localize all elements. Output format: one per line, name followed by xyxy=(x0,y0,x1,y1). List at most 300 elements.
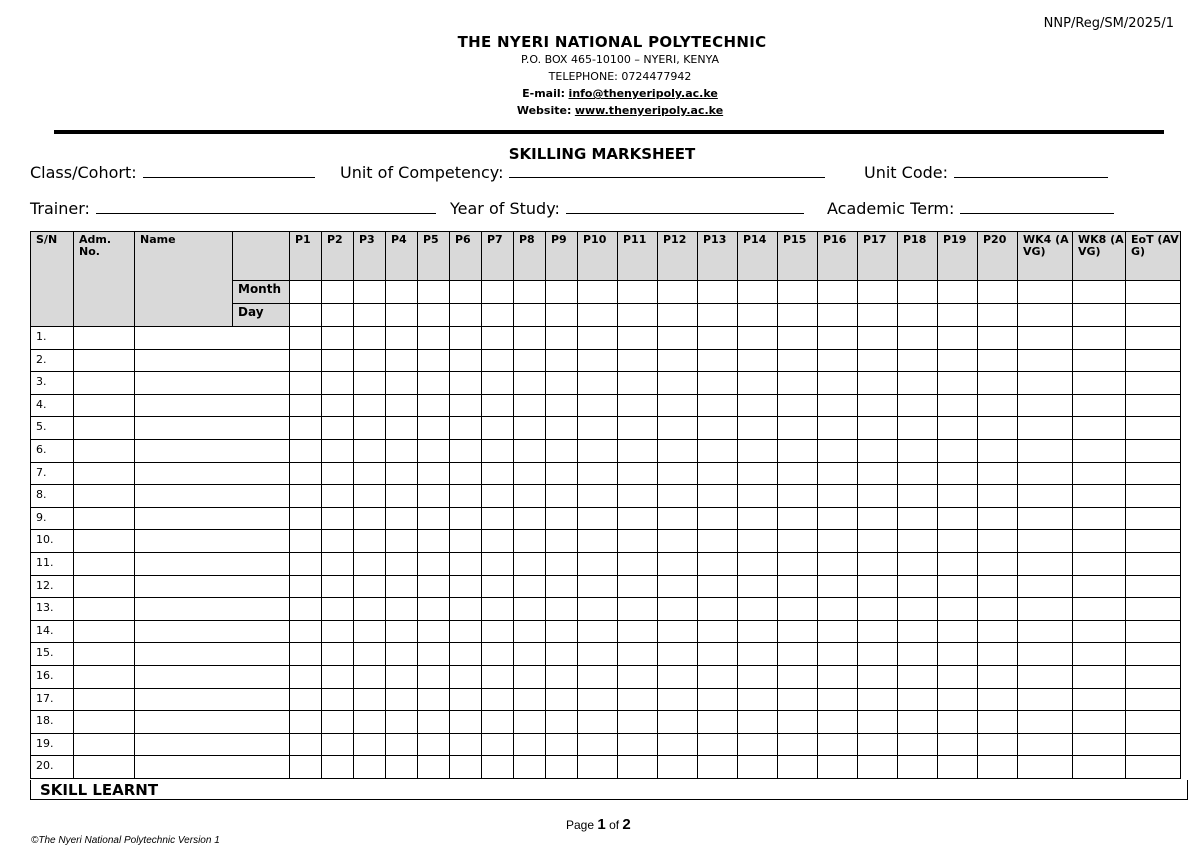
mark-cell[interactable] xyxy=(738,665,778,688)
mark-cell[interactable] xyxy=(738,327,778,350)
mark-cell[interactable] xyxy=(898,756,938,779)
mark-cell[interactable] xyxy=(818,733,858,756)
mark-cell[interactable] xyxy=(978,507,1018,530)
wk8-avg-cell[interactable] xyxy=(1073,507,1126,530)
mark-cell[interactable] xyxy=(290,552,322,575)
wk4-avg-cell[interactable] xyxy=(1018,756,1073,779)
mark-cell[interactable] xyxy=(386,439,418,462)
name-cell[interactable] xyxy=(135,372,290,395)
mark-cell[interactable] xyxy=(698,643,738,666)
mark-cell[interactable] xyxy=(578,507,618,530)
wk8-avg-cell[interactable] xyxy=(1073,711,1126,734)
mark-cell[interactable] xyxy=(698,733,738,756)
day-cell[interactable] xyxy=(1073,304,1126,327)
mark-cell[interactable] xyxy=(978,711,1018,734)
adm-no-cell[interactable] xyxy=(74,439,135,462)
mark-cell[interactable] xyxy=(290,439,322,462)
mark-cell[interactable] xyxy=(778,349,818,372)
mark-cell[interactable] xyxy=(482,756,514,779)
mark-cell[interactable] xyxy=(546,620,578,643)
mark-cell[interactable] xyxy=(978,688,1018,711)
mark-cell[interactable] xyxy=(482,620,514,643)
month-cell[interactable] xyxy=(546,281,578,304)
mark-cell[interactable] xyxy=(778,598,818,621)
mark-cell[interactable] xyxy=(818,327,858,350)
mark-cell[interactable] xyxy=(818,507,858,530)
eot-avg-cell[interactable] xyxy=(1126,643,1181,666)
mark-cell[interactable] xyxy=(858,756,898,779)
mark-cell[interactable] xyxy=(418,394,450,417)
name-cell[interactable] xyxy=(135,530,290,553)
mark-cell[interactable] xyxy=(578,733,618,756)
name-cell[interactable] xyxy=(135,643,290,666)
mark-cell[interactable] xyxy=(290,733,322,756)
mark-cell[interactable] xyxy=(938,439,978,462)
mark-cell[interactable] xyxy=(778,733,818,756)
mark-cell[interactable] xyxy=(618,575,658,598)
name-cell[interactable] xyxy=(135,598,290,621)
mark-cell[interactable] xyxy=(938,530,978,553)
eot-avg-cell[interactable] xyxy=(1126,733,1181,756)
mark-cell[interactable] xyxy=(418,327,450,350)
day-cell[interactable] xyxy=(354,304,386,327)
mark-cell[interactable] xyxy=(658,733,698,756)
mark-cell[interactable] xyxy=(618,688,658,711)
mark-cell[interactable] xyxy=(322,394,354,417)
mark-cell[interactable] xyxy=(618,530,658,553)
mark-cell[interactable] xyxy=(354,530,386,553)
mark-cell[interactable] xyxy=(938,327,978,350)
mark-cell[interactable] xyxy=(898,439,938,462)
mark-cell[interactable] xyxy=(658,530,698,553)
mark-cell[interactable] xyxy=(482,372,514,395)
mark-cell[interactable] xyxy=(698,688,738,711)
mark-cell[interactable] xyxy=(858,485,898,508)
mark-cell[interactable] xyxy=(386,485,418,508)
mark-cell[interactable] xyxy=(418,417,450,440)
mark-cell[interactable] xyxy=(546,552,578,575)
mark-cell[interactable] xyxy=(450,733,482,756)
wk4-avg-cell[interactable] xyxy=(1018,620,1073,643)
mark-cell[interactable] xyxy=(290,665,322,688)
mark-cell[interactable] xyxy=(290,417,322,440)
mark-cell[interactable] xyxy=(698,327,738,350)
day-cell[interactable] xyxy=(578,304,618,327)
mark-cell[interactable] xyxy=(514,756,546,779)
wk8-avg-cell[interactable] xyxy=(1073,462,1126,485)
mark-cell[interactable] xyxy=(658,462,698,485)
mark-cell[interactable] xyxy=(418,665,450,688)
wk4-avg-cell[interactable] xyxy=(1018,530,1073,553)
name-cell[interactable] xyxy=(135,552,290,575)
mark-cell[interactable] xyxy=(354,485,386,508)
eot-avg-cell[interactable] xyxy=(1126,394,1181,417)
mark-cell[interactable] xyxy=(546,643,578,666)
mark-cell[interactable] xyxy=(450,756,482,779)
mark-cell[interactable] xyxy=(738,598,778,621)
mark-cell[interactable] xyxy=(978,327,1018,350)
mark-cell[interactable] xyxy=(386,327,418,350)
mark-cell[interactable] xyxy=(546,756,578,779)
mark-cell[interactable] xyxy=(898,485,938,508)
mark-cell[interactable] xyxy=(778,711,818,734)
name-cell[interactable] xyxy=(135,665,290,688)
mark-cell[interactable] xyxy=(482,665,514,688)
eot-avg-cell[interactable] xyxy=(1126,530,1181,553)
mark-cell[interactable] xyxy=(818,665,858,688)
name-cell[interactable] xyxy=(135,439,290,462)
mark-cell[interactable] xyxy=(482,733,514,756)
mark-cell[interactable] xyxy=(738,643,778,666)
academic-term-blank[interactable] xyxy=(960,198,1114,214)
mark-cell[interactable] xyxy=(898,530,938,553)
mark-cell[interactable] xyxy=(482,552,514,575)
wk4-avg-cell[interactable] xyxy=(1018,733,1073,756)
mark-cell[interactable] xyxy=(618,327,658,350)
mark-cell[interactable] xyxy=(290,598,322,621)
mark-cell[interactable] xyxy=(546,507,578,530)
name-cell[interactable] xyxy=(135,462,290,485)
mark-cell[interactable] xyxy=(546,711,578,734)
mark-cell[interactable] xyxy=(818,530,858,553)
mark-cell[interactable] xyxy=(354,711,386,734)
mark-cell[interactable] xyxy=(738,530,778,553)
name-cell[interactable] xyxy=(135,711,290,734)
mark-cell[interactable] xyxy=(354,688,386,711)
unit-code-blank[interactable] xyxy=(954,162,1108,178)
mark-cell[interactable] xyxy=(698,439,738,462)
mark-cell[interactable] xyxy=(978,485,1018,508)
mark-cell[interactable] xyxy=(322,372,354,395)
adm-no-cell[interactable] xyxy=(74,598,135,621)
mark-cell[interactable] xyxy=(818,485,858,508)
mark-cell[interactable] xyxy=(322,688,354,711)
mark-cell[interactable] xyxy=(450,643,482,666)
mark-cell[interactable] xyxy=(658,756,698,779)
mark-cell[interactable] xyxy=(818,417,858,440)
mark-cell[interactable] xyxy=(698,349,738,372)
trainer-blank[interactable] xyxy=(96,198,436,214)
mark-cell[interactable] xyxy=(698,598,738,621)
mark-cell[interactable] xyxy=(698,620,738,643)
mark-cell[interactable] xyxy=(578,439,618,462)
name-cell[interactable] xyxy=(135,575,290,598)
mark-cell[interactable] xyxy=(386,643,418,666)
mark-cell[interactable] xyxy=(322,462,354,485)
mark-cell[interactable] xyxy=(418,733,450,756)
wk4-avg-cell[interactable] xyxy=(1018,575,1073,598)
mark-cell[interactable] xyxy=(354,394,386,417)
eot-avg-cell[interactable] xyxy=(1126,598,1181,621)
mark-cell[interactable] xyxy=(618,394,658,417)
mark-cell[interactable] xyxy=(418,439,450,462)
mark-cell[interactable] xyxy=(898,688,938,711)
wk8-avg-cell[interactable] xyxy=(1073,733,1126,756)
mark-cell[interactable] xyxy=(618,372,658,395)
mark-cell[interactable] xyxy=(354,439,386,462)
day-cell[interactable] xyxy=(778,304,818,327)
wk4-avg-cell[interactable] xyxy=(1018,327,1073,350)
mark-cell[interactable] xyxy=(738,733,778,756)
mark-cell[interactable] xyxy=(482,643,514,666)
mark-cell[interactable] xyxy=(818,462,858,485)
mark-cell[interactable] xyxy=(698,665,738,688)
mark-cell[interactable] xyxy=(418,756,450,779)
mark-cell[interactable] xyxy=(386,462,418,485)
unit-of-competency-field[interactable] xyxy=(340,162,825,182)
mark-cell[interactable] xyxy=(698,756,738,779)
eot-avg-cell[interactable] xyxy=(1126,552,1181,575)
mark-cell[interactable] xyxy=(938,417,978,440)
mark-cell[interactable] xyxy=(618,756,658,779)
mark-cell[interactable] xyxy=(858,507,898,530)
mark-cell[interactable] xyxy=(818,598,858,621)
mark-cell[interactable] xyxy=(738,349,778,372)
email-link[interactable]: info@thenyeripoly.ac.ke xyxy=(568,87,718,100)
year-of-study-blank[interactable] xyxy=(566,198,804,214)
mark-cell[interactable] xyxy=(482,507,514,530)
mark-cell[interactable] xyxy=(578,372,618,395)
wk4-avg-cell[interactable] xyxy=(1018,598,1073,621)
mark-cell[interactable] xyxy=(938,598,978,621)
mark-cell[interactable] xyxy=(418,552,450,575)
mark-cell[interactable] xyxy=(578,349,618,372)
day-cell[interactable] xyxy=(818,304,858,327)
mark-cell[interactable] xyxy=(578,711,618,734)
mark-cell[interactable] xyxy=(322,575,354,598)
mark-cell[interactable] xyxy=(658,439,698,462)
mark-cell[interactable] xyxy=(698,462,738,485)
mark-cell[interactable] xyxy=(450,688,482,711)
mark-cell[interactable] xyxy=(386,394,418,417)
mark-cell[interactable] xyxy=(514,733,546,756)
wk4-avg-cell[interactable] xyxy=(1018,417,1073,440)
day-cell[interactable] xyxy=(858,304,898,327)
mark-cell[interactable] xyxy=(778,462,818,485)
mark-cell[interactable] xyxy=(618,598,658,621)
mark-cell[interactable] xyxy=(482,417,514,440)
mark-cell[interactable] xyxy=(546,688,578,711)
mark-cell[interactable] xyxy=(578,575,618,598)
mark-cell[interactable] xyxy=(578,643,618,666)
mark-cell[interactable] xyxy=(978,598,1018,621)
year-of-study-field[interactable] xyxy=(450,198,804,218)
mark-cell[interactable] xyxy=(290,462,322,485)
mark-cell[interactable] xyxy=(858,643,898,666)
mark-cell[interactable] xyxy=(618,665,658,688)
adm-no-cell[interactable] xyxy=(74,394,135,417)
mark-cell[interactable] xyxy=(354,417,386,440)
mark-cell[interactable] xyxy=(818,349,858,372)
day-cell[interactable] xyxy=(322,304,354,327)
mark-cell[interactable] xyxy=(698,507,738,530)
mark-cell[interactable] xyxy=(290,711,322,734)
wk8-avg-cell[interactable] xyxy=(1073,643,1126,666)
mark-cell[interactable] xyxy=(858,711,898,734)
mark-cell[interactable] xyxy=(354,327,386,350)
adm-no-cell[interactable] xyxy=(74,575,135,598)
mark-cell[interactable] xyxy=(618,620,658,643)
wk8-avg-cell[interactable] xyxy=(1073,485,1126,508)
mark-cell[interactable] xyxy=(858,688,898,711)
month-cell[interactable] xyxy=(698,281,738,304)
month-cell[interactable] xyxy=(778,281,818,304)
mark-cell[interactable] xyxy=(618,485,658,508)
mark-cell[interactable] xyxy=(482,394,514,417)
mark-cell[interactable] xyxy=(658,349,698,372)
mark-cell[interactable] xyxy=(514,327,546,350)
mark-cell[interactable] xyxy=(898,327,938,350)
wk8-avg-cell[interactable] xyxy=(1073,530,1126,553)
adm-no-cell[interactable] xyxy=(74,349,135,372)
eot-avg-cell[interactable] xyxy=(1126,575,1181,598)
mark-cell[interactable] xyxy=(618,507,658,530)
eot-avg-cell[interactable] xyxy=(1126,417,1181,440)
mark-cell[interactable] xyxy=(418,462,450,485)
day-cell[interactable] xyxy=(938,304,978,327)
mark-cell[interactable] xyxy=(938,507,978,530)
mark-cell[interactable] xyxy=(898,462,938,485)
mark-cell[interactable] xyxy=(898,507,938,530)
mark-cell[interactable] xyxy=(418,530,450,553)
wk4-avg-cell[interactable] xyxy=(1018,688,1073,711)
wk8-avg-cell[interactable] xyxy=(1073,552,1126,575)
mark-cell[interactable] xyxy=(450,485,482,508)
mark-cell[interactable] xyxy=(354,643,386,666)
month-cell[interactable] xyxy=(386,281,418,304)
mark-cell[interactable] xyxy=(978,620,1018,643)
mark-cell[interactable] xyxy=(658,711,698,734)
mark-cell[interactable] xyxy=(322,349,354,372)
mark-cell[interactable] xyxy=(386,756,418,779)
mark-cell[interactable] xyxy=(546,733,578,756)
mark-cell[interactable] xyxy=(546,439,578,462)
mark-cell[interactable] xyxy=(818,439,858,462)
day-cell[interactable] xyxy=(898,304,938,327)
mark-cell[interactable] xyxy=(290,575,322,598)
mark-cell[interactable] xyxy=(514,552,546,575)
mark-cell[interactable] xyxy=(514,711,546,734)
day-cell[interactable] xyxy=(618,304,658,327)
adm-no-cell[interactable] xyxy=(74,711,135,734)
mark-cell[interactable] xyxy=(290,327,322,350)
mark-cell[interactable] xyxy=(898,711,938,734)
mark-cell[interactable] xyxy=(578,394,618,417)
wk4-avg-cell[interactable] xyxy=(1018,643,1073,666)
class-cohort-blank[interactable] xyxy=(143,162,315,178)
mark-cell[interactable] xyxy=(858,620,898,643)
mark-cell[interactable] xyxy=(978,665,1018,688)
wk4-avg-cell[interactable] xyxy=(1018,394,1073,417)
mark-cell[interactable] xyxy=(778,688,818,711)
mark-cell[interactable] xyxy=(290,620,322,643)
mark-cell[interactable] xyxy=(386,349,418,372)
mark-cell[interactable] xyxy=(354,552,386,575)
eot-avg-cell[interactable] xyxy=(1126,756,1181,779)
mark-cell[interactable] xyxy=(978,530,1018,553)
mark-cell[interactable] xyxy=(386,620,418,643)
mark-cell[interactable] xyxy=(698,485,738,508)
mark-cell[interactable] xyxy=(618,643,658,666)
mark-cell[interactable] xyxy=(322,417,354,440)
mark-cell[interactable] xyxy=(738,417,778,440)
mark-cell[interactable] xyxy=(578,688,618,711)
mark-cell[interactable] xyxy=(290,507,322,530)
mark-cell[interactable] xyxy=(546,417,578,440)
name-cell[interactable] xyxy=(135,394,290,417)
mark-cell[interactable] xyxy=(698,711,738,734)
mark-cell[interactable] xyxy=(578,417,618,440)
mark-cell[interactable] xyxy=(514,598,546,621)
mark-cell[interactable] xyxy=(858,372,898,395)
mark-cell[interactable] xyxy=(546,575,578,598)
mark-cell[interactable] xyxy=(858,439,898,462)
mark-cell[interactable] xyxy=(290,756,322,779)
mark-cell[interactable] xyxy=(578,552,618,575)
mark-cell[interactable] xyxy=(418,620,450,643)
eot-avg-cell[interactable] xyxy=(1126,711,1181,734)
mark-cell[interactable] xyxy=(290,485,322,508)
mark-cell[interactable] xyxy=(898,372,938,395)
mark-cell[interactable] xyxy=(658,598,698,621)
mark-cell[interactable] xyxy=(578,530,618,553)
mark-cell[interactable] xyxy=(482,485,514,508)
mark-cell[interactable] xyxy=(482,349,514,372)
mark-cell[interactable] xyxy=(858,665,898,688)
eot-avg-cell[interactable] xyxy=(1126,349,1181,372)
mark-cell[interactable] xyxy=(322,485,354,508)
eot-avg-cell[interactable] xyxy=(1126,485,1181,508)
mark-cell[interactable] xyxy=(898,575,938,598)
day-cell[interactable] xyxy=(698,304,738,327)
month-cell[interactable] xyxy=(938,281,978,304)
wk8-avg-cell[interactable] xyxy=(1073,394,1126,417)
mark-cell[interactable] xyxy=(354,507,386,530)
mark-cell[interactable] xyxy=(514,349,546,372)
mark-cell[interactable] xyxy=(450,620,482,643)
mark-cell[interactable] xyxy=(482,598,514,621)
mark-cell[interactable] xyxy=(738,439,778,462)
mark-cell[interactable] xyxy=(322,507,354,530)
wk4-avg-cell[interactable] xyxy=(1018,349,1073,372)
mark-cell[interactable] xyxy=(658,372,698,395)
mark-cell[interactable] xyxy=(938,733,978,756)
month-cell[interactable] xyxy=(322,281,354,304)
mark-cell[interactable] xyxy=(858,552,898,575)
mark-cell[interactable] xyxy=(354,372,386,395)
mark-cell[interactable] xyxy=(514,688,546,711)
mark-cell[interactable] xyxy=(978,575,1018,598)
mark-cell[interactable] xyxy=(322,733,354,756)
adm-no-cell[interactable] xyxy=(74,756,135,779)
day-cell[interactable] xyxy=(738,304,778,327)
adm-no-cell[interactable] xyxy=(74,327,135,350)
mark-cell[interactable] xyxy=(858,575,898,598)
mark-cell[interactable] xyxy=(450,327,482,350)
mark-cell[interactable] xyxy=(386,575,418,598)
mark-cell[interactable] xyxy=(978,394,1018,417)
mark-cell[interactable] xyxy=(322,711,354,734)
month-cell[interactable] xyxy=(658,281,698,304)
mark-cell[interactable] xyxy=(898,643,938,666)
mark-cell[interactable] xyxy=(450,598,482,621)
mark-cell[interactable] xyxy=(322,598,354,621)
mark-cell[interactable] xyxy=(354,620,386,643)
mark-cell[interactable] xyxy=(546,462,578,485)
mark-cell[interactable] xyxy=(658,507,698,530)
wk4-avg-cell[interactable] xyxy=(1018,439,1073,462)
adm-no-cell[interactable] xyxy=(74,665,135,688)
